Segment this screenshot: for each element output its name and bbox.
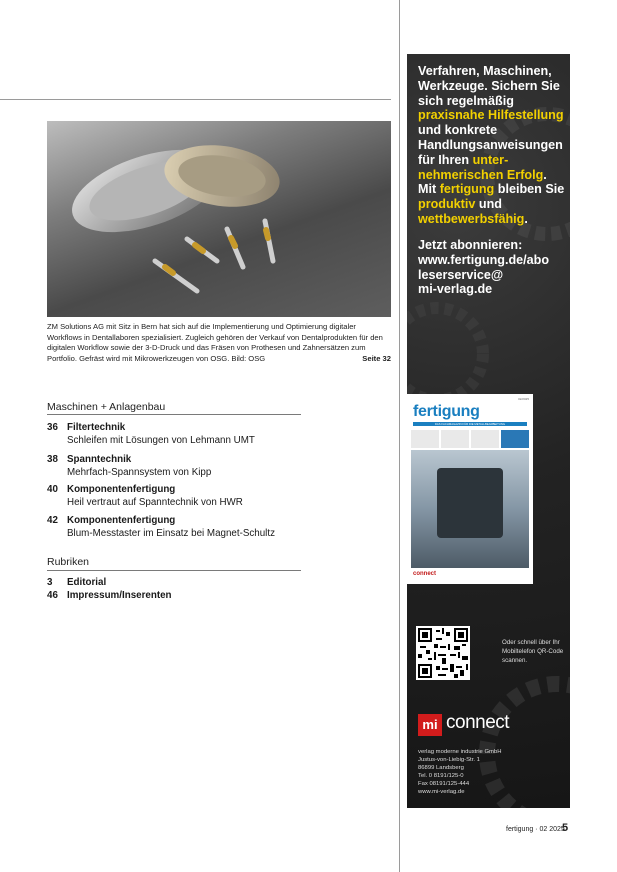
dental-tools-photo [47,121,391,317]
toc-page-number: 42 [47,515,58,526]
cta-email[interactable]: leserservice@ [418,267,504,282]
ad-highlight: produktiv [418,197,476,212]
toc-entry[interactable] [47,422,307,447]
toc-subtitle: Blum-Messtaster im Einsatz bei Magnet-Schultz [67,527,275,539]
toc-page-number: 38 [47,454,58,465]
address-line: Justus-von-Liebig-Str. 1 [418,757,480,763]
ad-text: Verfahren, Maschinen, Werkzeuge. Sichern Sie sich regelmäßig [418,64,560,108]
page-reference: Seite 32 [358,354,391,365]
ad-headline [418,64,568,227]
ad-highlight: praxisnahe Hilfestellung [418,108,564,123]
mi-logo-icon: mi [418,714,442,736]
qr-code-icon[interactable] [416,626,470,680]
ad-text: bleiben Sie [494,182,565,197]
toc-page-number: 40 [47,484,58,495]
toc-heading: Filtertechnik [67,422,126,433]
toc-page-number: 3 [47,577,53,588]
ad-text: . [524,211,528,226]
qr-instructions: Oder schnell über Ihr Mobiltelefon QR-Code scannen. [502,639,564,664]
toc-page-number: 36 [47,422,58,433]
address-line: verlag moderne industrie GmbH [418,749,502,755]
cover-issue [411,397,529,401]
photo-caption [47,322,391,364]
page-number: 5 [562,822,569,834]
ad-highlight: fertigung [439,182,495,197]
top-rule [0,99,391,100]
ad-text: . Mit [418,167,547,197]
caption-text: ZM Solutions AG mit Sitz in Bern hat sich auf die Implementierung und Optimierung digitaler Workflows in Dentallaboren spezialisiert. Zugleich gehören der Verkauf von Dentalprodukten für den digitalen Workflow sowie der 3-D-Druck und das Fräsen von Prothesen und Zahnersätzen zum Portfolio. Gefräst wird mit Mikrowerkzeugen von OSG. Bild: OSG [47,322,383,363]
cover-title: fertigung [413,403,480,420]
toc-heading: Spanntechnik [67,454,132,465]
ad-text: und [475,197,502,212]
toc-subtitle: Mehrfach-Spannsystem von Kipp [67,466,212,478]
address-line: 86899 Landsberg [418,765,464,771]
section-rule [47,414,301,415]
ad-highlight: wettbewerbsfähig [418,211,525,226]
toc-heading: Komponentenfertigung [67,484,176,495]
subscription-ad[interactable] [407,54,570,808]
photo-illustration [47,121,391,317]
address-line[interactable]: www.mi-verlag.de [418,789,465,795]
magazine-cover [407,394,533,584]
toc-entry[interactable] [47,577,106,588]
cover-issue-label: 02/2025 [518,397,529,401]
toc-heading: Komponentenfertigung [67,515,176,526]
toc-subtitle: Schleifen mit Lösungen von Lehmann UMT [67,434,255,446]
toc-subtitle: Heil vertraut auf Spanntechnik von HWR [67,496,243,508]
cta-email-domain[interactable]: mi-verlag.de [418,282,493,297]
publisher-address [418,748,548,796]
column-divider [399,0,400,872]
toc-entry[interactable] [47,454,307,479]
cover-machine-image [437,468,503,538]
toc-heading: Impressum/Inserenten [67,590,172,601]
connect-logo-text: connect [446,712,510,733]
ad-highlight: unternehmerischen Erfolg [418,152,544,182]
toc-entry[interactable] [47,515,307,540]
cover-subtitle: DAS FACHMAGAZIN FÜR DIE METALLBEARBEITUNG [413,422,527,426]
toc-entry[interactable] [47,590,172,601]
ad-call-to-action[interactable] [418,238,568,297]
cover-brand: connect [413,571,437,577]
section-title-maschinen: Maschinen + Anlagenbau [47,401,166,413]
footer-magazine: fertigung · 02 2025 [506,826,565,833]
section-rule [47,570,301,571]
address-line: Fax 08191/125-444 [418,781,470,787]
toc-page-number: 46 [47,590,58,601]
address-line: Tel. 0 8191/125-0 [418,773,464,779]
section-title-rubriken: Rubriken [47,556,90,568]
toc-entry[interactable] [47,484,307,509]
cta-url[interactable]: www.fertigung.de/abo [418,252,550,267]
ad-text: und konkrete Handlungsanweisungen für Ihren [418,123,563,167]
cover-teasers [411,430,529,448]
toc-heading: Editorial [67,577,107,588]
cta-label: Jetzt abonnieren: [418,238,523,252]
